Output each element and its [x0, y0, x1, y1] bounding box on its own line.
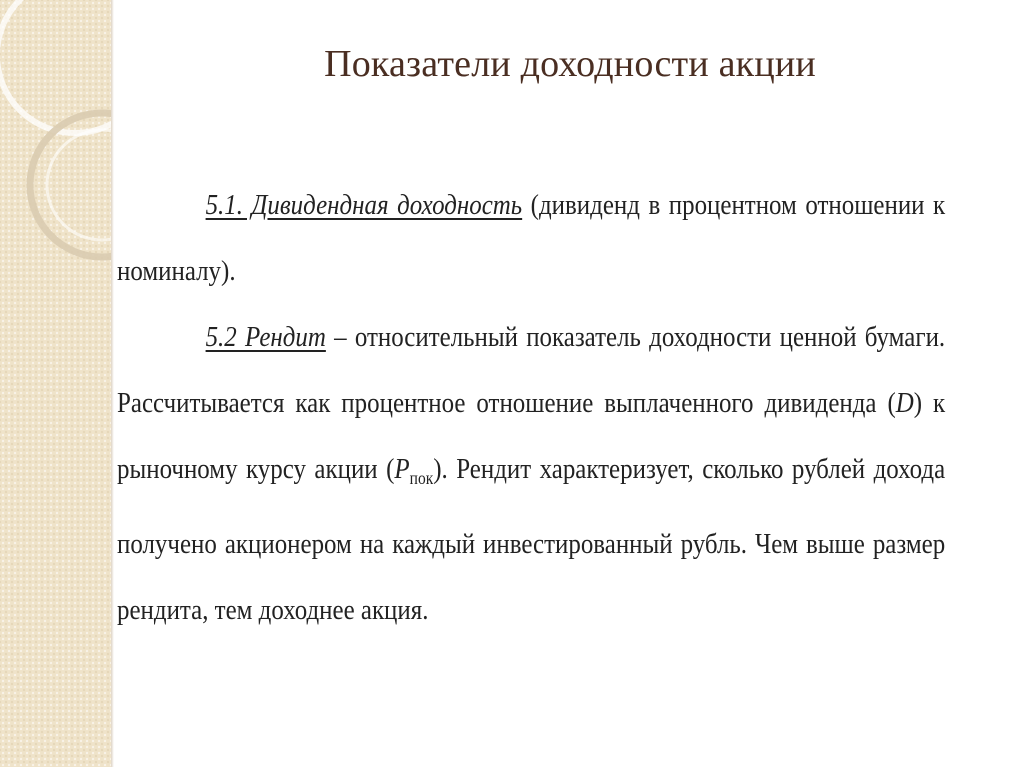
term-dividend-yield: 5.1. Дивидендная доходность	[205, 189, 523, 221]
paragraph-rendit	[117, 304, 945, 643]
slide-body	[117, 172, 946, 643]
variable-p: P	[394, 453, 410, 485]
decorative-circle-inner	[47, 130, 111, 240]
slide-title: Показатели доходности акции	[324, 43, 816, 85]
decorative-sidebar	[0, 0, 111, 767]
variable-d: D	[895, 387, 914, 419]
term-rendit: 5.2 Рендит	[205, 321, 326, 353]
paragraph-rendit-text-b: ) к рыночному курсу акции (	[117, 387, 946, 485]
variable-p-subscript: пок	[409, 468, 434, 488]
paragraph-rendit-text-a: – относительный показатель доходности ценной бумаги. Рассчитывается как процентное отношение выплаченного дивиденда (	[117, 321, 946, 419]
paragraph-dividend-yield-text: (дивиденд в процентном отношении к номиналу).	[117, 189, 946, 287]
decorative-circles-graphic	[0, 0, 111, 767]
paragraph-dividend-yield	[117, 172, 945, 304]
sidebar-edge-shadow	[111, 0, 114, 767]
paragraph-rendit-text-c: ). Рендит характеризует, сколько рублей дохода получено акционером на каждый инвестированный рубль. Чем выше размер рендита, тем доходнее акция.	[117, 453, 946, 626]
